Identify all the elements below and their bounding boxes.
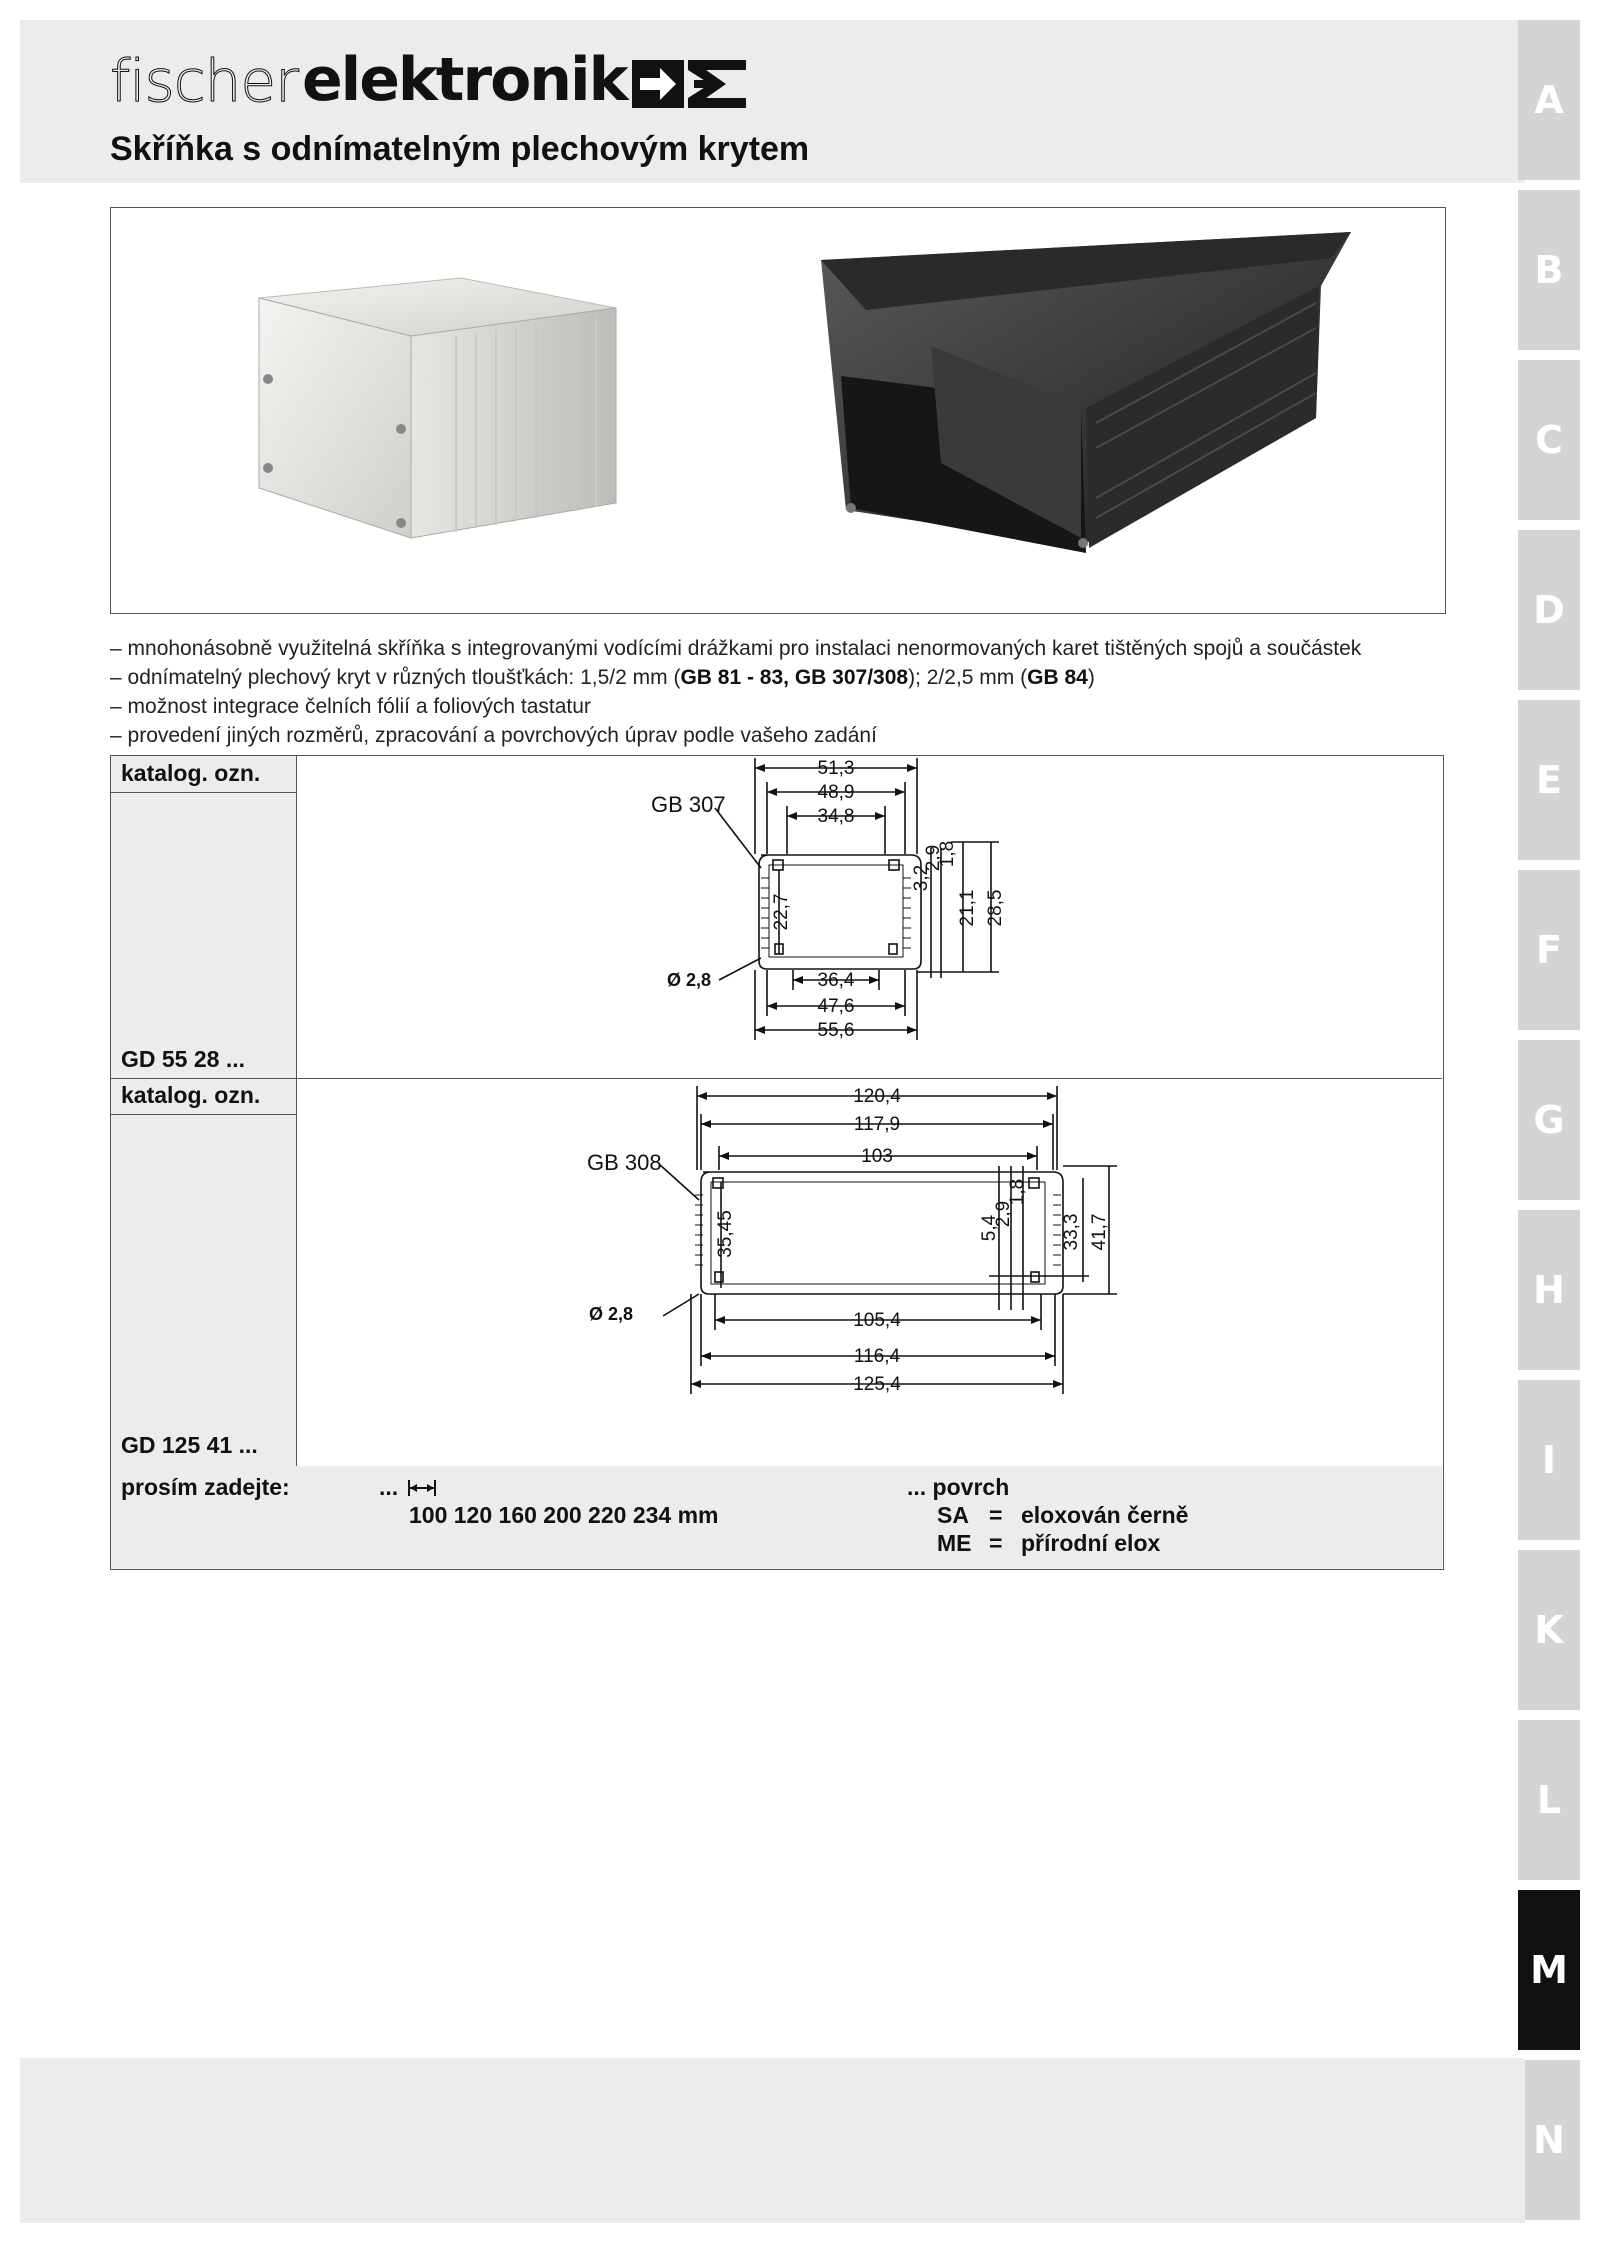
tab-l[interactable]: L (1518, 1720, 1580, 1880)
enclosure-illustration (111, 208, 1445, 613)
tab-h[interactable]: H (1518, 1210, 1580, 1370)
tab-a[interactable]: A (1518, 20, 1580, 180)
tab-g[interactable]: G (1518, 1040, 1580, 1200)
dim-bottom: 47,6 (817, 996, 855, 1017)
dim-vertical: 2,9 (993, 1200, 1014, 1228)
tab-c[interactable]: C (1518, 360, 1580, 520)
dim-bottom: 36,4 (817, 970, 855, 991)
tab-b[interactable]: B (1518, 190, 1580, 350)
footer-band (20, 2058, 1525, 2223)
dim-vertical: 28,5 (985, 889, 1006, 927)
order-row (111, 1466, 1442, 1569)
dim-bottom: 55,6 (817, 1020, 855, 1041)
tab-d[interactable]: D (1518, 530, 1580, 690)
dim-vertical: 1,8 (937, 840, 958, 868)
dim-bottom: 105,4 (853, 1310, 901, 1331)
feature-item: – odnímatelný plechový kryt v různých tloušťkách: 1,5/2 mm (GB 81 - 83, GB 307/308); 2/2,5 mm (GB 84) (110, 663, 1361, 692)
dim-vertical: 21,1 (957, 889, 978, 927)
order-lengths: 100 120 160 200 220 234 mm (409, 1502, 719, 1528)
natural-anodized-enclosure (259, 278, 616, 538)
feature-item: – možnost integrace čelních fólií a foliových tastatur (110, 692, 1361, 721)
product-code: GD 125 41 ... (121, 1432, 258, 1458)
dim-vertical: 33,3 (1061, 1213, 1082, 1251)
dim-bottom: 116,4 (853, 1346, 901, 1367)
dim-top: 48,9 (817, 782, 855, 803)
dim-top: 103 (861, 1146, 893, 1167)
spec-table (110, 755, 1444, 1570)
catalog-label: katalog. ozn. (121, 760, 261, 786)
order-ellipsis: ... (379, 1474, 399, 1500)
tab-m[interactable]: M (1518, 1890, 1580, 2050)
dim-vertical: 3,2 (911, 864, 932, 892)
product-code: GD 55 28 ... (121, 1046, 246, 1072)
catalog-label: katalog. ozn. (121, 1082, 261, 1108)
tab-i[interactable]: I (1518, 1380, 1580, 1540)
order-label: prosím zadejte: (121, 1474, 290, 1500)
label-column (111, 756, 297, 1466)
product-photo (110, 207, 1446, 614)
tab-k[interactable]: K (1518, 1550, 1580, 1710)
surface-desc: eloxován černě (1021, 1502, 1189, 1528)
dim-top: 51,3 (817, 758, 855, 779)
brand-arrow-icon (630, 58, 748, 110)
brand-logo (110, 40, 748, 115)
hole-label: Ø 2,8 (589, 1304, 634, 1324)
drawing-gb307 (299, 758, 1439, 1076)
surface-eq: = (989, 1530, 1003, 1556)
dim-bottom: 125,4 (853, 1374, 901, 1395)
profile-label: GB 308 (587, 1150, 662, 1175)
brand-bold: elektronik (301, 45, 627, 115)
dim-vertical: 35,45 (715, 1210, 736, 1258)
page-title: Skříňka s odnímatelným plechovým krytem (110, 130, 810, 168)
dim-top: 34,8 (817, 806, 855, 827)
tab-n[interactable]: N (1518, 2060, 1580, 2220)
dim-vertical: 2,9 (923, 844, 944, 872)
feature-list (110, 634, 1361, 750)
dim-top: 120,4 (853, 1086, 901, 1107)
surface-code: SA (937, 1502, 969, 1528)
black-anodized-enclosure (821, 232, 1351, 553)
brand-script: fischer (110, 47, 298, 115)
drawing-gb308 (299, 1080, 1439, 1464)
length-arrow-icon (407, 1478, 437, 1498)
tab-e[interactable]: E (1518, 700, 1580, 860)
dim-top: 117,9 (853, 1114, 901, 1135)
surface-code: ME (937, 1530, 972, 1556)
dim-vertical: 41,7 (1089, 1213, 1110, 1251)
surface-eq: = (989, 1502, 1003, 1528)
profile-label: GB 307 (651, 792, 726, 817)
feature-item: – provedení jiných rozměrů, zpracování a povrchových úprav podle vašeho zadání (110, 721, 1361, 750)
dim-vertical: 1,8 (1007, 1178, 1028, 1206)
tab-f[interactable]: F (1518, 870, 1580, 1030)
surface-label: ... povrch (907, 1474, 1010, 1500)
feature-item: – mnohonásobně využitelná skříňka s integrovanými vodícími drážkami pro instalaci nenormovaných karet tištěných spojů a součástek (110, 634, 1361, 663)
dim-vertical: 22,7 (771, 893, 792, 931)
hole-label: Ø 2,8 (667, 970, 712, 990)
surface-desc: přírodní elox (1021, 1530, 1161, 1556)
dim-vertical: 5,4 (979, 1214, 1000, 1242)
